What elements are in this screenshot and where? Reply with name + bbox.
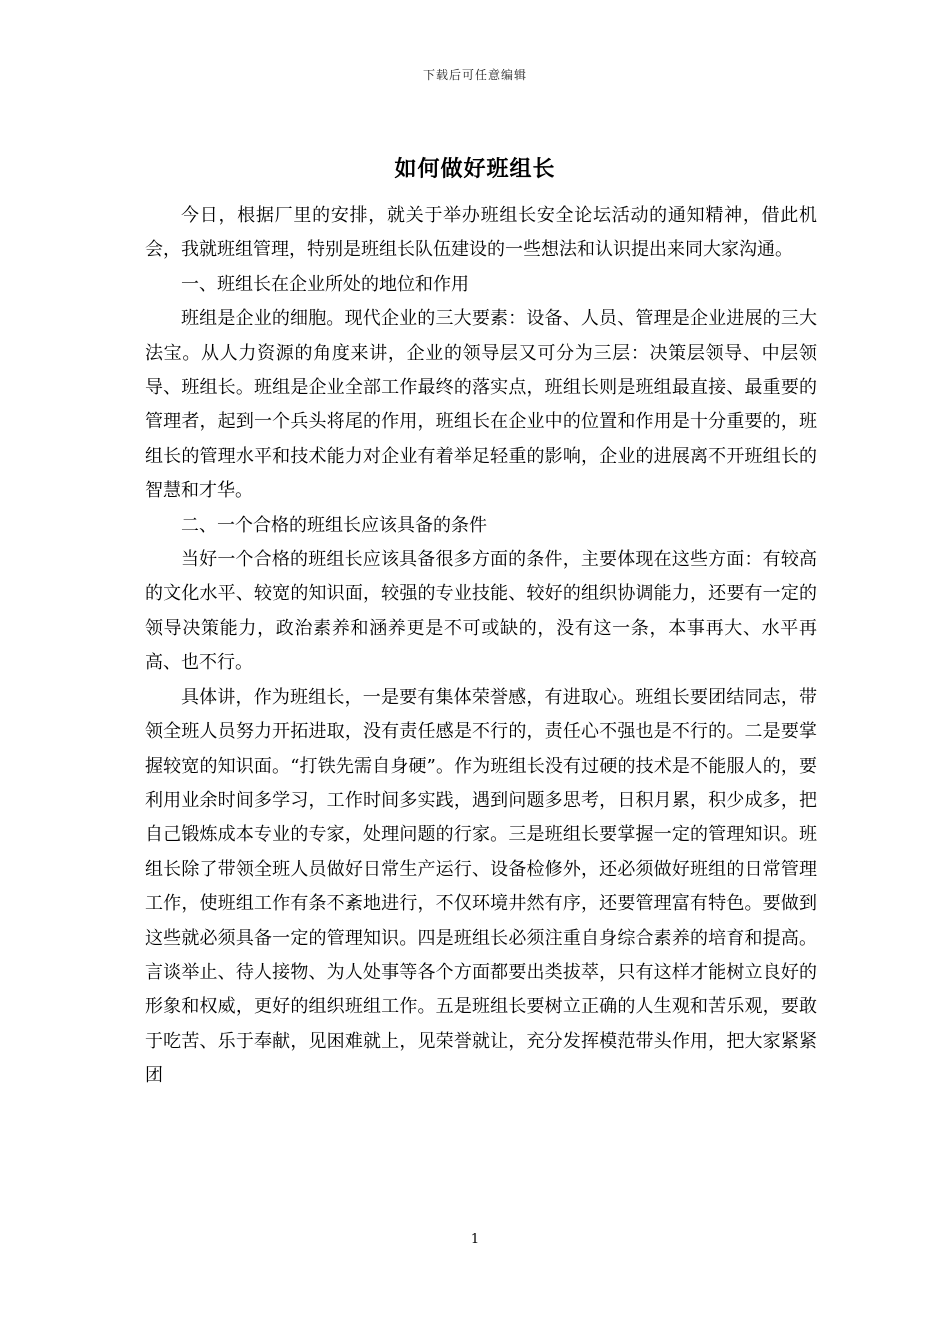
- section-heading-2: 二、一个合格的班组长应该具备的条件: [181, 514, 487, 536]
- header-note: 下载后可任意编辑: [422, 68, 527, 82]
- paragraph-intro: 今日，根据厂里的安排，就关于举办班组长安全论坛活动的通知精神，借此机会，我就班组管理，特别是班组长队伍建设的一些想法和认识提出来同大家沟通。: [145, 205, 817, 261]
- document-body: [145, 199, 817, 1094]
- paragraph-conditions: 当好一个合格的班组长应该具备很多方面的条件，主要体现在这些方面：有较高的文化水平、较宽的知识面，较强的专业技能、较好的组织协调能力，还要有一定的领导决策能力，政治素养和涵养更是不可或缺的，没有这一条，本事再大、水平再高、也不行。: [145, 549, 817, 674]
- paragraph-role: 班组是企业的细胞。现代企业的三大要素：设备、人员、管理是企业进展的三大法宝。从人力资源的角度来讲，企业的领导层又可分为三层：决策层领导、中层领导、班组长。班组是企业全部工作最终的落实点，班组长则是班组最直接、最重要的管理者，起到一个兵头将尾的作用，班组长在企业中的位置和作用是十分重要的，班组长的管理水平和技术能力对企业有着举足轻重的影响，企业的进展离不开班组长的智慧和才华。: [145, 308, 817, 502]
- section-heading-1: 一、班组长在企业所处的地位和作用: [181, 273, 469, 295]
- document-title: 如何做好班组长: [394, 156, 556, 182]
- paragraph-details: 具体讲，作为班组长，一是要有集体荣誉感，有进取心。班组长要团结同志，带领全班人员努力开拓进取，没有责任感是不行的，责任心不强也是不行的。二是要掌握较宽的知识面。“打铁先需自身硬”。作为班组长没有过硬的技术是不能服人的，要利用业余时间多学习，工作时间多实践，遇到问题多思考，日积月累，积少成多，把自己锻炼成本专业的专家，处理问题的行家。三是班组长要掌握一定的管理知识。班组长除了带领全班人员做好日常生产运行、设备检修外，还必须做好班组的日常管理工作，使班组工作有条不紊地进行，不仅环境井然有序，还要管理富有特色。要做到这些就必须具备一定的管理知识。四是班组长必须注重自身综合素养的培育和提高。言谈举止、待人接物、为人处事等各个方面都要出类拔萃，只有这样才能树立良好的形象和权威，更好的组织班组工作。五是班组长要树立正确的人生观和苦乐观，要敢于吃苦、乐于奉献，见困难就上，见荣誉就让，充分发挥模范带头作用，把大家紧紧团: [145, 686, 817, 1087]
- page-number: 1: [470, 1232, 480, 1247]
